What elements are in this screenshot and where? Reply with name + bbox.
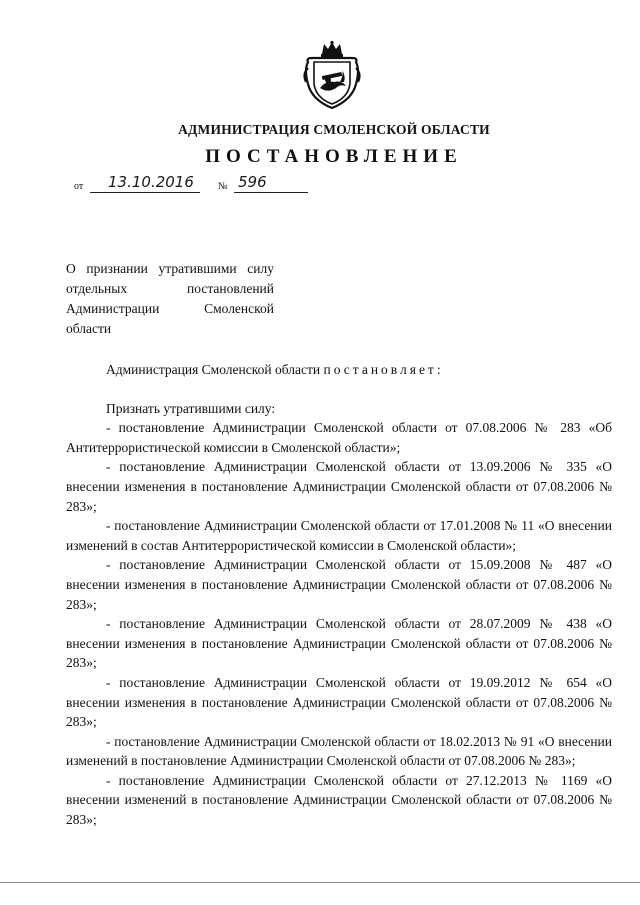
number-prefix-label: № (218, 181, 228, 192)
subject-line: области (66, 321, 112, 336)
list-item: - постановление Администрации Смоленской области от 19.09.2012 № 654 «О внесении изменения в постановление Администрации Смоленской области от 07.08.2006 № 283»; (66, 674, 612, 730)
subject-line: О признании утратившими силу (66, 261, 274, 276)
number-underline (234, 192, 308, 193)
organization-title: АДМИНИСТРАЦИЯ СМОЛЕНСКОЙ ОБЛАСТИ (178, 122, 490, 137)
date-handwritten: 13.10.2016 (108, 173, 194, 191)
document-body (66, 360, 612, 830)
list-item: - постановление Администрации Смоленской области от 07.08.2006 № 283 «Об Антитеррористической комиссии в Смоленской области»; (66, 420, 612, 455)
list-item: - постановление Администрации Смоленской области от 27.12.2013 № 1169 «О внесении изменений в постановление Администрации Смоленской области от 07.08.2006 № 283»; (66, 772, 612, 828)
subject-line: отдельных постановлений (66, 281, 274, 296)
document-subject (66, 259, 274, 339)
list-item: - постановление Администрации Смоленской области от 28.07.2009 № 438 «О внесении изменения в постановление Администрации Смоленской области от 07.08.2006 № 283»; (66, 616, 612, 671)
list-item: - постановление Администрации Смоленской области от 17.01.2008 № 11 «О внесении изменений в состав Антитеррористической комиссии в Смоленской области»; (66, 518, 612, 553)
list-item: - постановление Администрации Смоленской области от 13.09.2006 № 335 «О внесении изменения в постановление Администрации Смоленской области от 07.08.2006 № 283»; (66, 459, 612, 514)
intro-paragraph (66, 360, 612, 380)
list-item: - постановление Администрации Смоленской области от 18.02.2013 № 91 «О внесении изменений в постановление Администрации Смоленской области от 07.08.2006 № 283»; (66, 733, 612, 769)
page-bottom-rule (0, 882, 640, 883)
list-item: - постановление Администрации Смоленской области от 15.09.2008 № 487 «О внесении изменения в постановление Администрации Смоленской области от 07.08.2006 № 283»; (66, 557, 612, 612)
decree-paragraph: Признать утратившими силу: (106, 400, 276, 416)
date-prefix-label: от (74, 181, 84, 192)
date-underline (90, 192, 200, 193)
subject-line: Администрации Смоленской (66, 301, 274, 316)
intro-verb: постановляет: (323, 362, 444, 377)
coat-of-arms-smolensk-icon (300, 40, 364, 112)
document-type-title: ПОСТАНОВЛЕНИЕ (205, 146, 463, 167)
intro-text: Администрация Смоленской области (106, 362, 324, 377)
number-handwritten: 596 (238, 173, 267, 191)
